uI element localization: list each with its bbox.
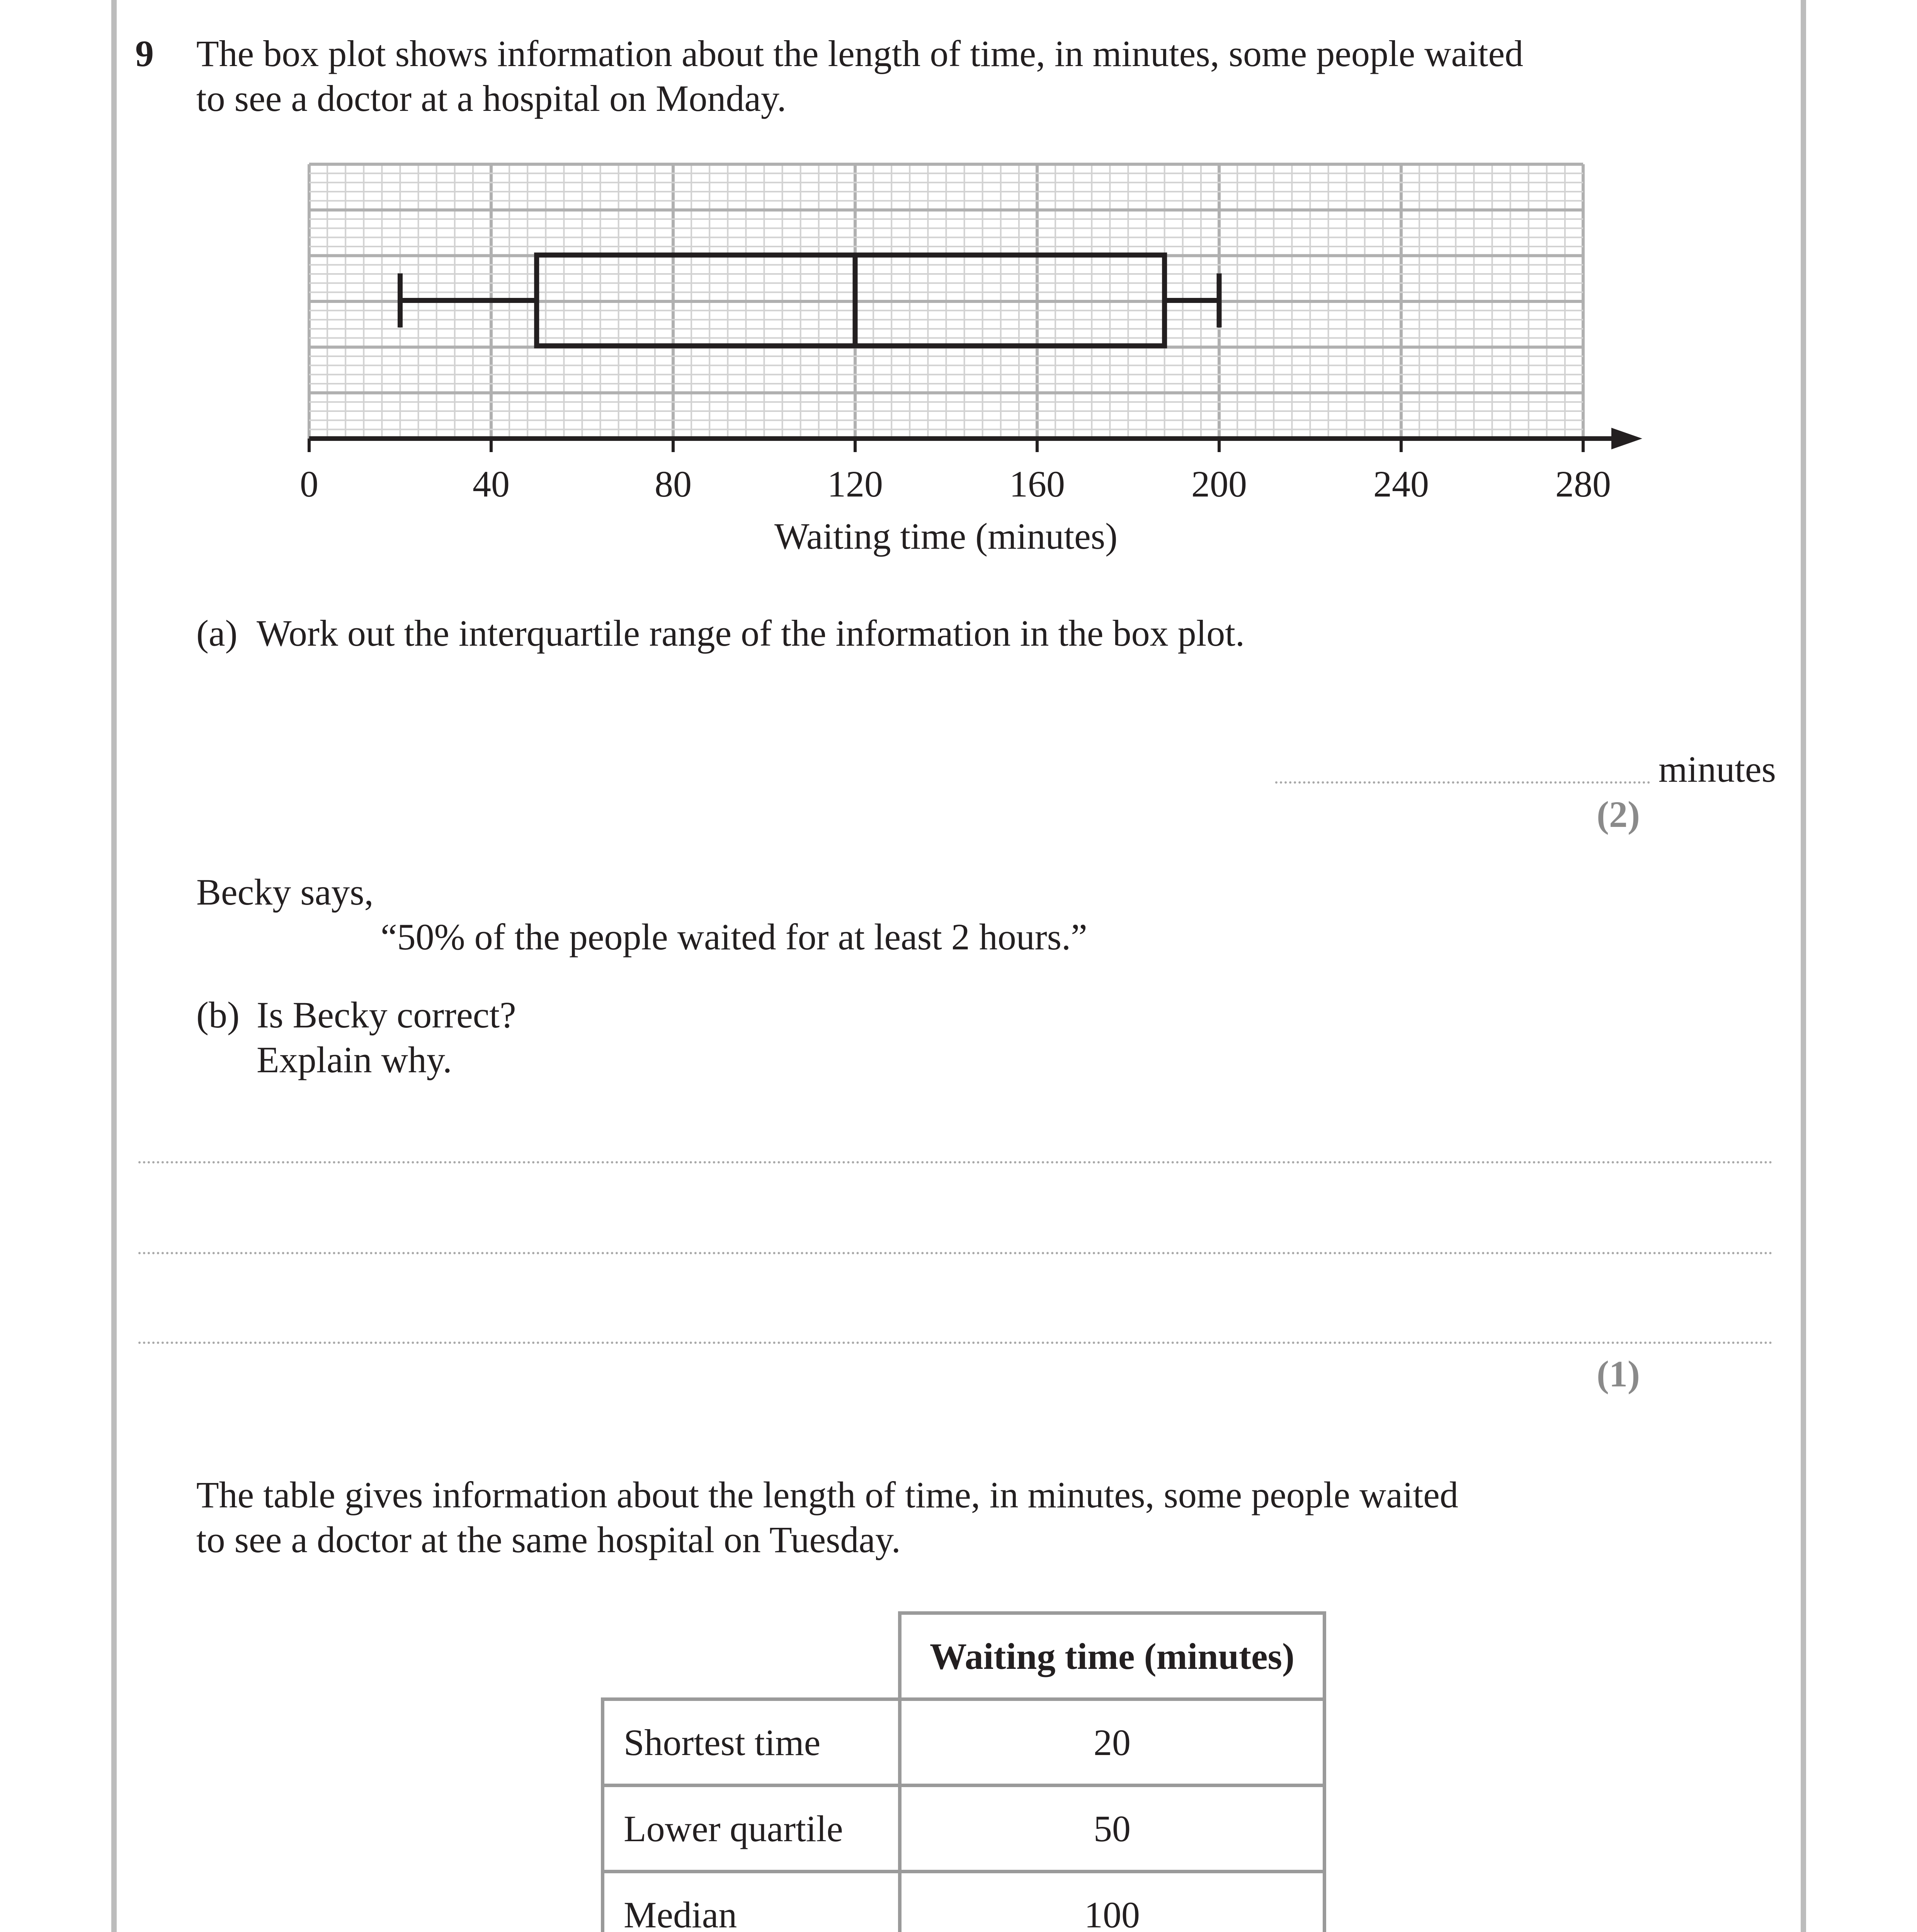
question-intro-line-2: to see a doctor at a hospital on Monday. xyxy=(196,78,786,119)
part-a-marks: (2) xyxy=(1597,794,1640,835)
table-header: Waiting time (minutes) xyxy=(900,1613,1325,1699)
tick-label: 160 xyxy=(1009,463,1065,505)
table-corner xyxy=(603,1613,900,1699)
tick-label: 80 xyxy=(655,463,692,505)
row-value: 100 xyxy=(900,1872,1325,1932)
x-axis-arrow xyxy=(1611,428,1642,449)
tick-label: 240 xyxy=(1373,463,1429,505)
tick-label: 40 xyxy=(473,463,510,505)
becky-quote-1: “50% of the people waited for at least 2 hours.” xyxy=(381,916,1087,957)
question-number: 9 xyxy=(135,33,154,74)
tick-label: 280 xyxy=(1555,463,1611,505)
tick-label: 200 xyxy=(1191,463,1247,505)
part-b-label: (b) xyxy=(196,994,240,1036)
table-row xyxy=(603,1786,1325,1872)
row-label: Shortest time xyxy=(603,1699,900,1786)
becky-says-label: Becky says, xyxy=(196,871,374,913)
row-value: 50 xyxy=(900,1786,1325,1872)
chart-ticks xyxy=(300,439,1611,505)
table-intro-line-2: to see a doctor at the same hospital on Tuesday. xyxy=(196,1519,901,1560)
row-label: Lower quartile xyxy=(603,1786,900,1872)
part-a-unit: minutes xyxy=(1658,748,1776,790)
table-row xyxy=(603,1872,1325,1932)
part-a-label: (a) xyxy=(196,612,238,654)
tuesday-waiting-table xyxy=(601,1611,1326,1932)
tick-label: 120 xyxy=(827,463,883,505)
table-intro-line-1: The table gives information about the length of time, in minutes, some people waited xyxy=(196,1474,1458,1515)
part-a-answer-line[interactable] xyxy=(1275,781,1650,784)
part-a-text: Work out the interquartile range of the information in the box plot. xyxy=(257,612,1245,654)
part-b-marks: (1) xyxy=(1597,1353,1640,1395)
part-b-answer-line-3[interactable] xyxy=(138,1342,1773,1344)
part-b-answer-line-1[interactable] xyxy=(138,1161,1773,1163)
part-b-text-2: Explain why. xyxy=(257,1039,452,1080)
tick-label: 0 xyxy=(300,463,318,505)
x-axis-label: Waiting time (minutes) xyxy=(774,515,1118,557)
box-plot-chart xyxy=(0,0,1917,580)
part-b-answer-line-2[interactable] xyxy=(138,1252,1773,1254)
table-row xyxy=(603,1699,1325,1786)
row-label: Median xyxy=(603,1872,900,1932)
question-intro-line-1: The box plot shows information about the length of time, in minutes, some people waited xyxy=(196,33,1524,74)
part-b-text-1: Is Becky correct? xyxy=(257,994,516,1036)
row-value: 20 xyxy=(900,1699,1325,1786)
